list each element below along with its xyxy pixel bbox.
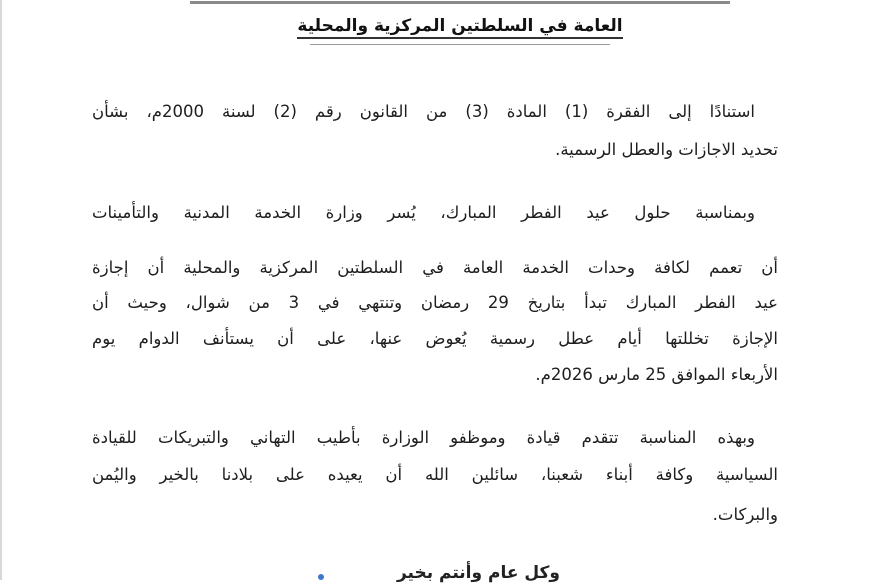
paragraph-4-line-3: والبركات.	[712, 505, 778, 524]
paragraph-1-line-2: تحديد الاجازات والعطل الرسمية.	[555, 140, 778, 159]
paragraph-4-line-2: السياسية وكافة أبناء شعبنا، سائلين الله أن يعيده على بلادنا بالخير واليُمن	[92, 465, 778, 484]
title-text: العامة في السلطتين المركزية والمحلية	[297, 16, 622, 39]
header-divider	[190, 1, 730, 4]
closing-greeting: وكل عام وأنتم بخير	[396, 563, 560, 583]
paragraph-3-line-1: أن تعمم لكافة وحدات الخدمة العامة في السلطتين المركزية والمحلية أن إجازة	[92, 258, 778, 277]
paragraph-3-line-3: الإجازة تخللتها أيام عطل رسمية يُعوض عنها، على أن يستأنف الدوام يوم	[92, 329, 778, 348]
title-underline	[310, 44, 610, 45]
page-edge	[0, 0, 2, 580]
paragraph-3-line-4: الأربعاء الموافق 25 مارس 2026م.	[535, 365, 778, 384]
paragraph-1-line-1: استنادًا إلى الفقرة (1) المادة (3) من القانون رقم (2) لسنة 2000م، بشأن	[92, 102, 756, 121]
paragraph-4-line-1: وبهذه المناسبة تتقدم قيادة وموظفو الوزارة بأطيب التهاني والتبريكات للقيادة	[92, 428, 755, 447]
paragraph-3-line-2: عيد الفطر المبارك تبدأ بتاريخ 29 رمضان وتنتهي في 3 من شوال، وحيث أن	[92, 293, 778, 312]
document-title	[290, 12, 630, 40]
stamp-mark-icon	[318, 574, 324, 580]
paragraph-2-line-1: وبمناسبة حلول عيد الفطر المبارك، يُسر وزارة الخدمة المدنية والتأمينات	[92, 203, 755, 222]
